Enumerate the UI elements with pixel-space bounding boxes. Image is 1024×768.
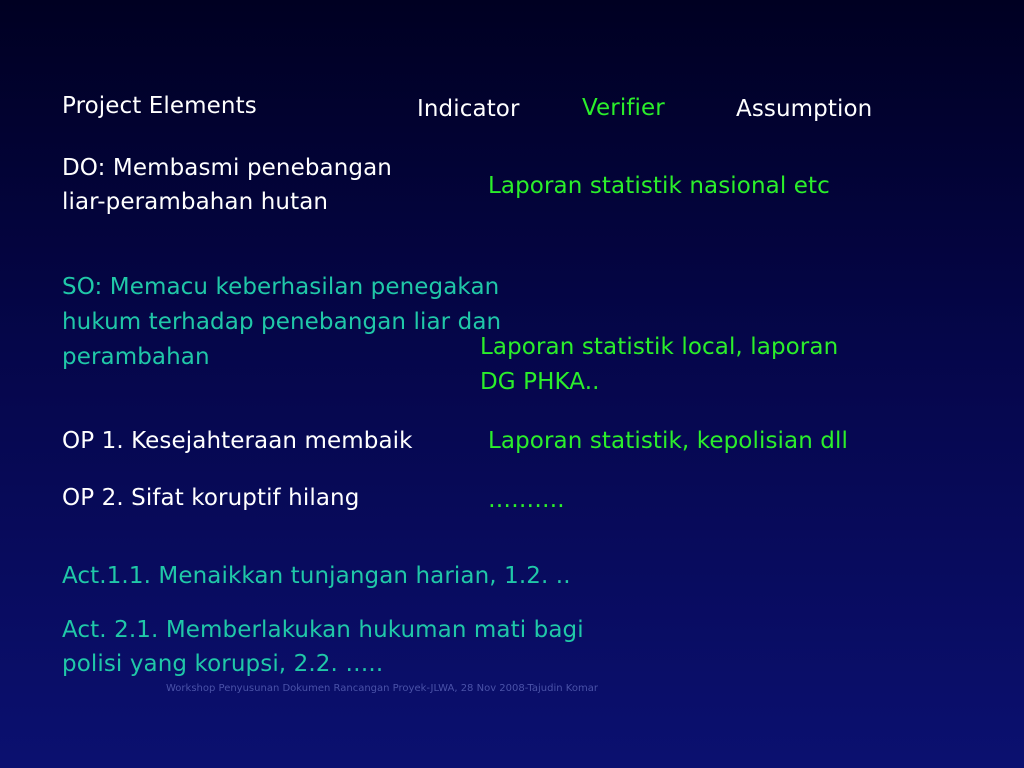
header-assumption: Assumption bbox=[736, 96, 873, 122]
header-verifier: Verifier bbox=[582, 95, 665, 121]
so-text-line3: perambahan bbox=[62, 344, 210, 370]
act1-text: Act.1.1. Menaikkan tunjangan harian, 1.2. .. bbox=[62, 563, 571, 589]
do-text-line1: DO: Membasmi penebangan bbox=[62, 155, 392, 181]
header-project-elements: Project Elements bbox=[62, 93, 257, 119]
so-verifier-line1: Laporan statistik local, laporan bbox=[480, 334, 839, 360]
footer-text: Workshop Penyusunan Dokumen Rancangan Proyek-JLWA, 28 Nov 2008-Tajudin Komar bbox=[166, 683, 598, 694]
op2-text: OP 2. Sifat koruptif hilang bbox=[62, 485, 360, 511]
do-verifier: Laporan statistik nasional etc bbox=[488, 173, 830, 199]
act2-text-line1: Act. 2.1. Memberlakukan hukuman mati bagi bbox=[62, 617, 584, 643]
op1-text: OP 1. Kesejahteraan membaik bbox=[62, 428, 413, 454]
do-text-line2: liar-perambahan hutan bbox=[62, 189, 329, 215]
so-text-line2: hukum terhadap penebangan liar dan bbox=[62, 309, 502, 335]
op2-verifier: ………. bbox=[488, 487, 565, 513]
header-indicator: Indicator bbox=[417, 96, 520, 122]
act2-text-line2: polisi yang korupsi, 2.2. ….. bbox=[62, 651, 384, 677]
so-verifier-line2: DG PHKA.. bbox=[480, 369, 600, 395]
so-text-line1: SO: Memacu keberhasilan penegakan bbox=[62, 274, 500, 300]
op1-verifier: Laporan statistik, kepolisian dll bbox=[488, 428, 848, 454]
